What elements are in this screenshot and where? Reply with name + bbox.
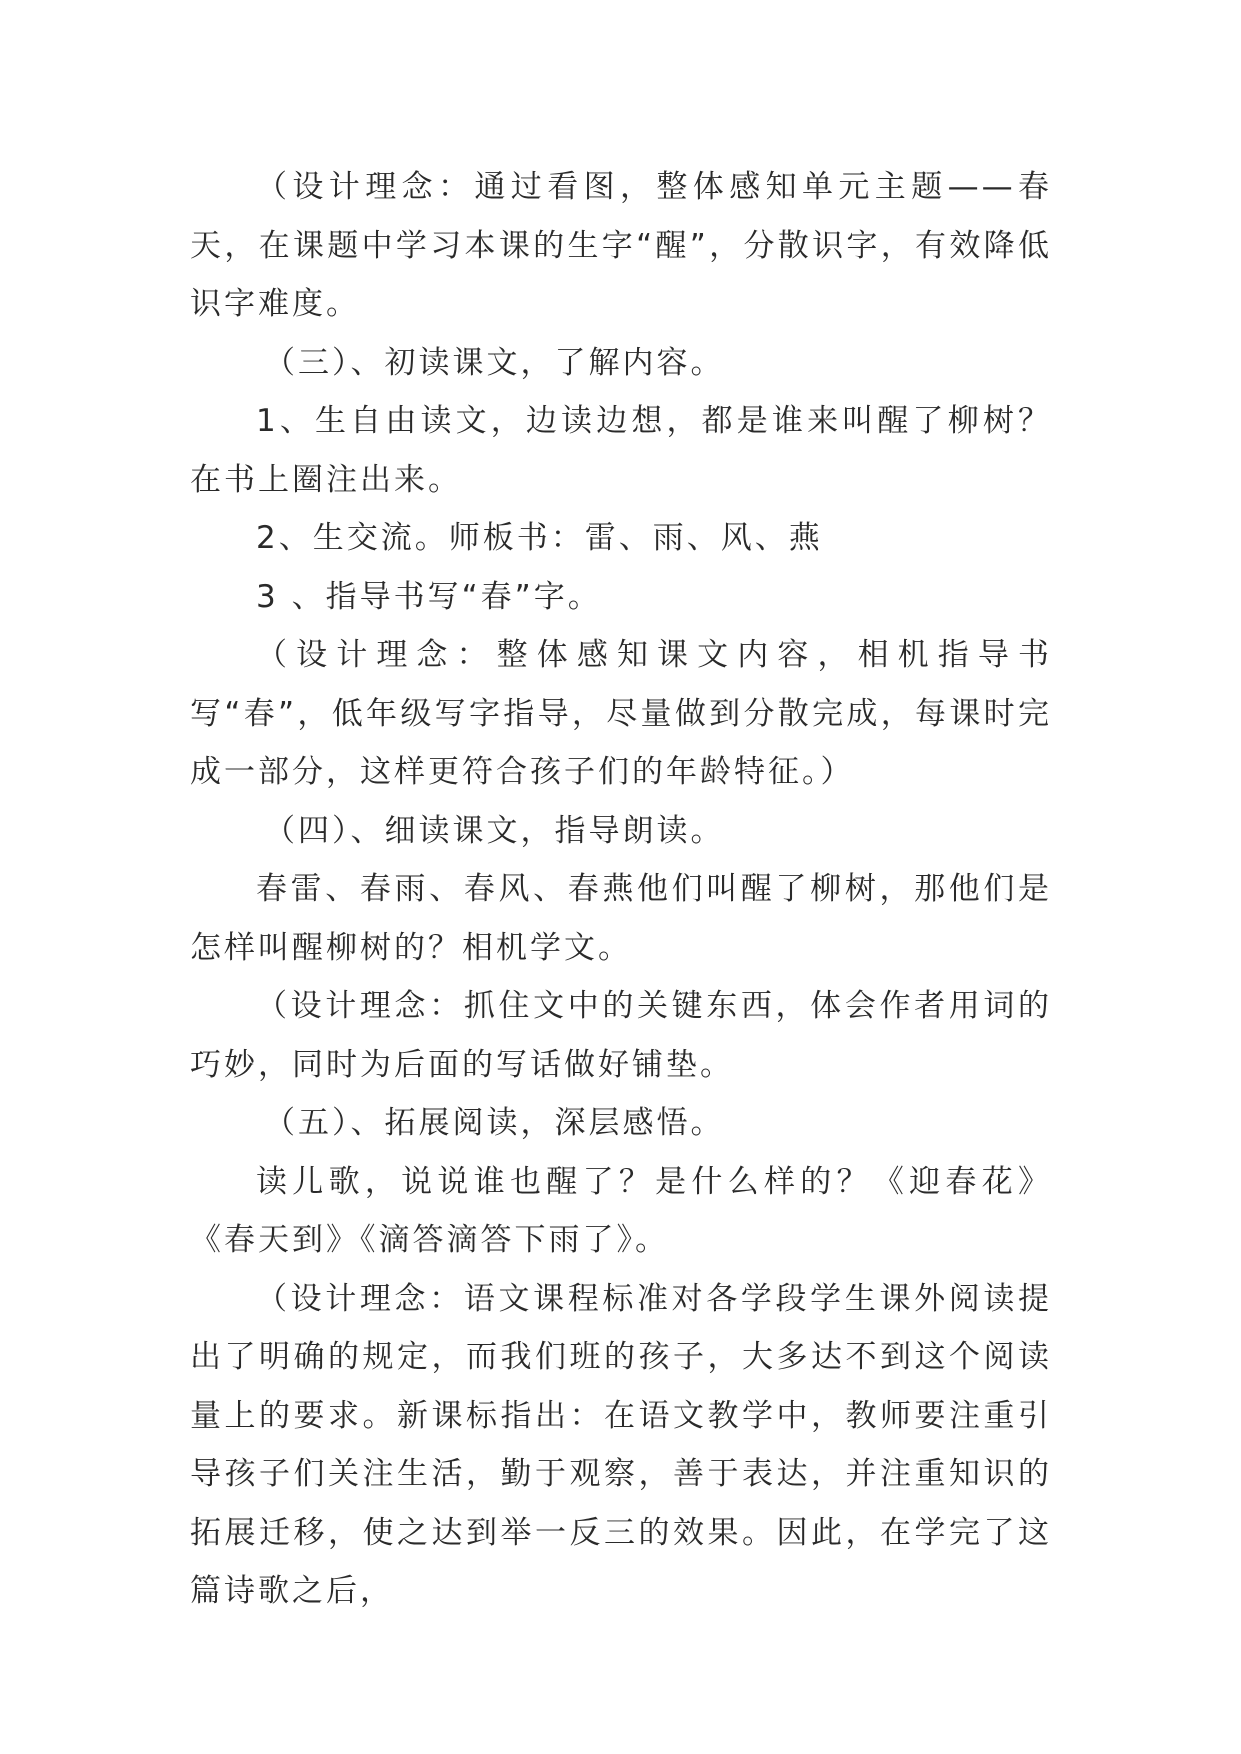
paragraph-step-3: 3 、指导书写“春”字。 — [256, 578, 602, 615]
paragraph-nursery-rhymes: 读儿歌，说说谁也醒了？是什么样的？《迎春花》《春天到》《滴答滴答下雨了》。 — [190, 1163, 1052, 1258]
paragraph-design-concept-2: （设计理念：整体感知课文内容，相机指导书写“春”，低年级写字指导，尽量做到分散完成，每课时完成一部分，这样更符合孩子们的年龄特征。） — [190, 637, 1052, 790]
section-heading-3: （三）、初读课文，了解内容。 — [264, 344, 725, 381]
document-body — [190, 158, 1052, 1621]
paragraph-design-concept-3: （设计理念：抓住文中的关键东西，体会作者用词的巧妙，同时为后面的写话做好铺垫。 — [190, 988, 1052, 1083]
section-heading-4: （四）、细读课文，指导朗读。 — [264, 812, 725, 849]
paragraph-design-concept-4: （设计理念：语文课程标准对各学段学生课外阅读提出了明确的规定，而我们班的孩子，大多达不到这个阅读量上的要求。新课标指出：在语文教学中，教师要注重引导孩子们关注生活，勤于观察，善于表达，并注重知识的拓展迁移，使之达到举一反三的效果。因此，在学完了这篇诗歌之后， — [190, 1280, 1052, 1609]
section-heading-5: （五）、拓展阅读，深层感悟。 — [264, 1105, 725, 1141]
paragraph-step-2: 2、生交流。师板书：雷、雨、风、燕 — [256, 520, 823, 556]
paragraph-design-concept-1: （设计理念：通过看图，整体感知单元主题——春天，在课题中学习本课的生字“醒”，分散识字，有效降低识字难度。 — [190, 169, 1052, 322]
paragraph-reading-question: 春雷、春雨、春风、春燕他们叫醒了柳树，那他们是怎样叫醒柳树的？相机学文。 — [190, 871, 1052, 966]
paragraph-step-1: 1、生自由读文，边读边想，都是谁来叫醒了柳树？在书上圈注出来。 — [190, 403, 1052, 498]
